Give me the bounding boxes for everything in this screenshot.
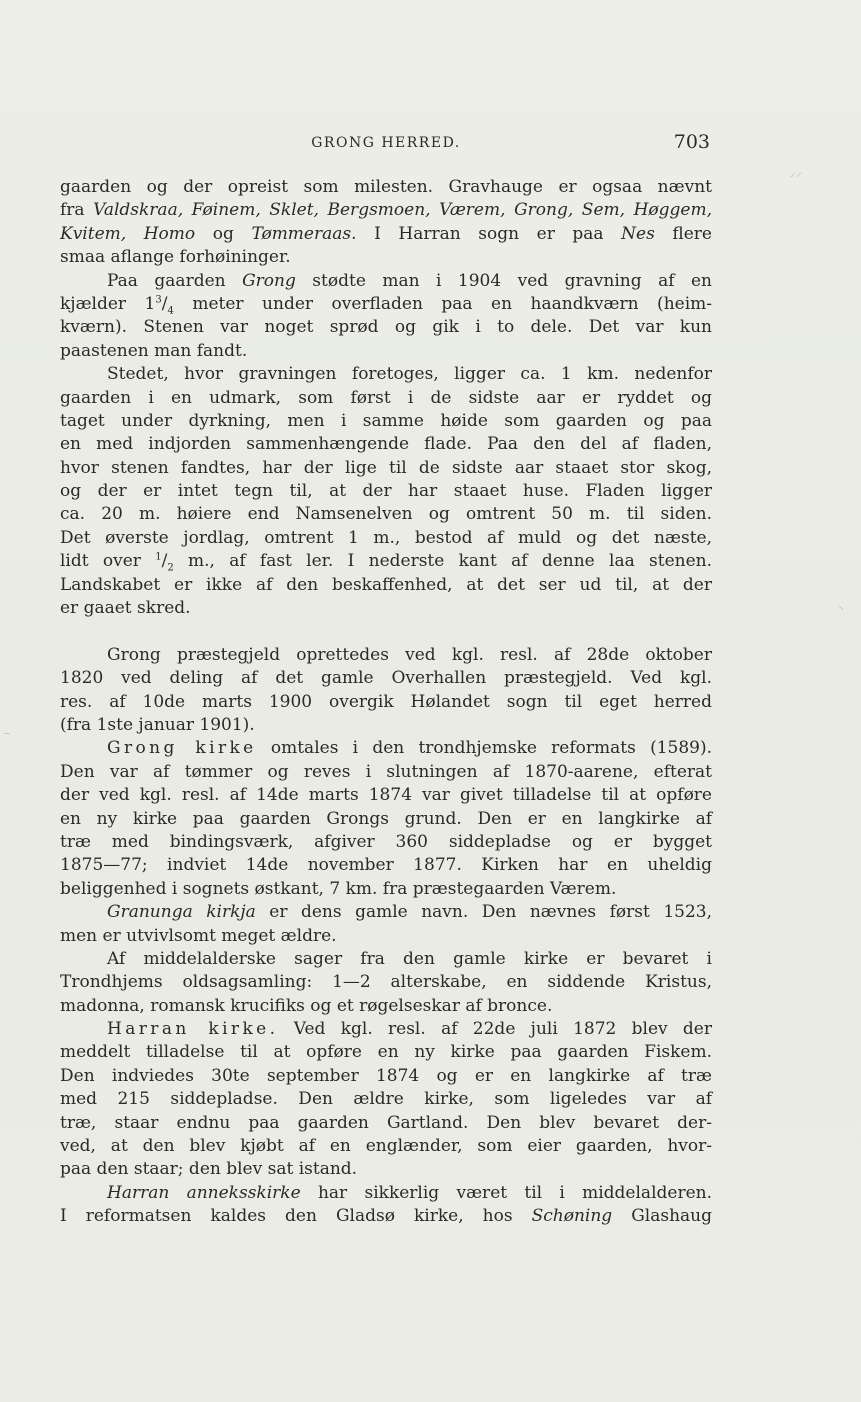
text-line: taget under dyrkning, men i samme høide som gaarden og paa	[60, 410, 712, 431]
text-line: kjælder $1^3/_4$ meter under overfladen paa en haandkværn (heim-	[60, 293, 713, 317]
text-line: men er utvivlsomt meget ældre.	[60, 925, 337, 946]
text-line: en ny kirke paa gaarden Grongs grund. Den er en langkirke af	[60, 808, 712, 829]
text-line: Den indviedes 30te september 1874 og er en langkirke af træ	[60, 1065, 712, 1086]
text-line: paa den staar; den blev sat istand.	[60, 1159, 358, 1180]
text-line: Grong præstegjeld oprettedes ved kgl. resl. af 28de oktober	[107, 644, 712, 665]
text-line: Kvitem, Homo og Tømmeraas. I Harran sogn er paa Nes flere	[60, 223, 712, 244]
text-line: (fra 1ste januar 1901).	[60, 714, 255, 735]
text-line: Af middelalderske sager fra den gamle kirke er bevaret i	[107, 948, 712, 969]
text-line: meddelt tilladelse til at opføre en ny kirke paa gaarden Fiskem.	[60, 1042, 712, 1063]
text-line: med 215 siddepladse. Den ældre kirke, som ligeledes var af	[60, 1089, 712, 1110]
page-number: 703	[673, 131, 710, 153]
text-line: lidt over $^1/_2$ m., af fast ler. I nederste kant af denne laa stenen.	[60, 551, 712, 574]
text-line: Grong kirke omtales i den trondhjemske reformats (1589).	[107, 738, 712, 759]
text-line: og der er intet tegn til, at der har staaet huse. Fladen ligger	[60, 481, 712, 502]
text-line: træ, staar endnu paa gaarden Gartland. Den blev bevaret der-	[60, 1112, 712, 1133]
text-line: Paa gaarden Grong stødte man i 1904 ved gravning af en	[107, 270, 712, 291]
paragraph-gap	[60, 620, 712, 643]
text-line: I reformatsen kaldes den Gladsø kirke, hos Schøning Glashaug	[60, 1206, 712, 1227]
text-line: 1820 ved deling af det gamle Overhallen præstegjeld. Ved kgl.	[60, 668, 712, 689]
text-line: beliggenhed i sognets østkant, 7 km. fra præstegaarden Værem.	[60, 878, 617, 899]
body-text	[60, 176, 712, 1229]
text-line: der ved kgl. resl. af 14de marts 1874 var givet tilladelse til at opføre	[60, 785, 712, 806]
margin-pencil-mark: ⸜	[838, 598, 845, 612]
text-line: madonna, romansk krucifiks og et røgelseskar af bronce.	[60, 995, 553, 1016]
text-line: paastenen man fandt.	[60, 340, 248, 361]
text-line: Granunga kirkja er dens gamle navn. Den nævnes først 1523,	[107, 902, 712, 923]
text-line: Landskabet er ikke af den beskaffenhed, at det ser ud til, at der	[60, 574, 712, 595]
text-line: træ med bindingsværk, afgiver 360 siddepladse og er bygget	[60, 831, 712, 852]
text-line: gaarden og der opreist som milesten. Gravhauge er ogsaa nævnt	[60, 177, 712, 197]
text-line: hvor stenen fandtes, har der lige til de sidste aar staaet stor skog,	[60, 457, 712, 478]
text-line: Trondhjems oldsagsamling: 1—2 alterskabe, en siddende Kristus,	[60, 972, 712, 993]
text-line: res. af 10de marts 1900 overgik Hølandet sogn til eget herred	[60, 691, 712, 712]
text-line: smaa aflange forhøininger.	[60, 247, 291, 268]
text-line: Harran anneksskirke har sikkerlig været til i middelalderen.	[107, 1182, 712, 1203]
text-line: Harran kirke. Ved kgl. resl. af 22de juli 1872 blev der	[107, 1019, 712, 1040]
text-line: Den var af tømmer og reves i slutningen af 1870-aarene, efterat	[60, 761, 712, 782]
running-header	[60, 131, 712, 155]
running-title: GRONG HERRED.	[311, 135, 461, 151]
text-line: en med indjorden sammenhængende flade. Paa den del af fladen,	[60, 434, 712, 455]
text-line: fra Valdskraa, Føinem, Sklet, Bergsmoen, Værem, Grong, Sem, Høggem,	[60, 200, 712, 221]
text-line: Det øverste jordlag, omtrent 1 m., bestod af muld og det næste,	[60, 527, 712, 548]
text-line: Stedet, hvor gravningen foretoges, ligger ca. 1 km. nedenfor	[107, 364, 712, 385]
text-line: er gaaet skred.	[60, 598, 191, 619]
text-line: kværn). Stenen var noget sprød og gik i to dele. Det var kun	[60, 317, 712, 338]
margin-pencil-mark: –	[4, 726, 10, 740]
margin-pencil-mark: ⸝⸝	[790, 165, 803, 179]
text-line: 1875—77; indviet 14de november 1877. Kirken har en uheldig	[60, 855, 712, 876]
text-line: ca. 20 m. høiere end Namsenelven og omtrent 50 m. til siden.	[60, 504, 712, 525]
text-line: gaarden i en udmark, som først i de sidste aar er ryddet og	[60, 387, 712, 408]
text-line: ved, at den blev kjøbt af en englænder, som eier gaarden, hvor-	[60, 1136, 712, 1157]
